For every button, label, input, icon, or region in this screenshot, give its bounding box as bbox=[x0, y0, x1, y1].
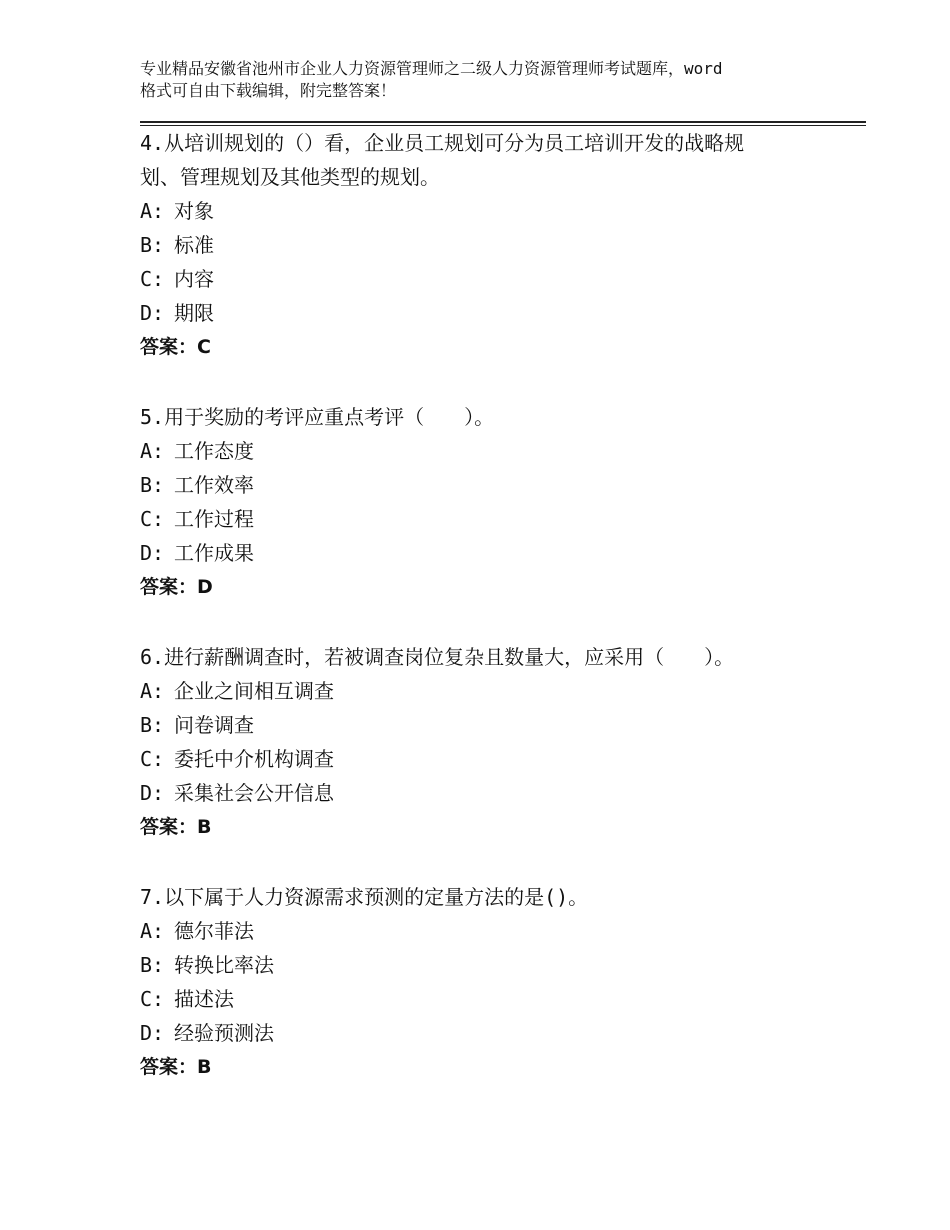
option-key: C: bbox=[140, 507, 165, 531]
option-c bbox=[140, 742, 840, 776]
option-b bbox=[140, 708, 840, 742]
option-key: A: bbox=[140, 199, 165, 223]
option-text: 工作态度 bbox=[174, 439, 254, 463]
option-key: B: bbox=[140, 953, 165, 977]
question-stem-line: 4.从培训规划的（）看，企业员工规划可分为员工培训开发的战略规 bbox=[140, 131, 745, 155]
option-key: A: bbox=[140, 919, 165, 943]
option-text: 描述法 bbox=[174, 987, 234, 1011]
option-key: C: bbox=[140, 987, 165, 1011]
option-key: D: bbox=[140, 301, 165, 325]
option-text: 工作效率 bbox=[174, 473, 254, 497]
answer-line: 答案：D bbox=[140, 576, 213, 598]
option-c bbox=[140, 982, 840, 1016]
question-5 bbox=[140, 400, 840, 604]
option-key: C: bbox=[140, 267, 165, 291]
question-stem-line: 7.以下属于人力资源需求预测的定量方法的是()。 bbox=[140, 885, 589, 909]
option-text: 标准 bbox=[174, 233, 214, 257]
option-text: 问卷调查 bbox=[174, 713, 254, 737]
option-key: B: bbox=[140, 713, 165, 737]
option-list bbox=[140, 434, 840, 570]
header-line-2: 格式可自由下载编辑，附完整答案！ bbox=[140, 81, 397, 100]
option-d bbox=[140, 296, 840, 330]
question-stem bbox=[140, 126, 840, 194]
option-text: 内容 bbox=[174, 267, 214, 291]
option-key: B: bbox=[140, 473, 165, 497]
answer-line: 答案：B bbox=[140, 1056, 212, 1078]
question-stem-line: 划、管理规划及其他类型的规划。 bbox=[140, 165, 440, 189]
option-c bbox=[140, 502, 840, 536]
answer-line: 答案：B bbox=[140, 816, 212, 838]
option-key: A: bbox=[140, 439, 165, 463]
option-text: 工作过程 bbox=[174, 507, 254, 531]
option-list bbox=[140, 674, 840, 810]
option-text: 企业之间相互调查 bbox=[174, 679, 334, 703]
question-7 bbox=[140, 880, 840, 1084]
option-key: D: bbox=[140, 781, 165, 805]
question-stem bbox=[140, 640, 840, 674]
question-list bbox=[140, 126, 840, 1120]
document-header bbox=[140, 58, 830, 102]
option-d bbox=[140, 1016, 840, 1050]
option-text: 采集社会公开信息 bbox=[174, 781, 334, 805]
question-stem-line: 6.进行薪酬调查时，若被调查岗位复杂且数量大，应采用（ ）。 bbox=[140, 645, 735, 669]
option-b bbox=[140, 228, 840, 262]
option-text: 对象 bbox=[174, 199, 214, 223]
header-line-1: 专业精品安徽省池州市企业人力资源管理师之二级人力资源管理师考试题库，word bbox=[140, 59, 723, 78]
option-key: D: bbox=[140, 541, 165, 565]
question-6 bbox=[140, 640, 840, 844]
option-text: 委托中介机构调查 bbox=[174, 747, 334, 771]
option-a bbox=[140, 194, 840, 228]
question-4 bbox=[140, 126, 840, 364]
option-key: A: bbox=[140, 679, 165, 703]
option-list bbox=[140, 914, 840, 1050]
option-text: 期限 bbox=[174, 301, 214, 325]
option-a bbox=[140, 434, 840, 468]
option-text: 德尔菲法 bbox=[174, 919, 254, 943]
question-stem bbox=[140, 400, 840, 434]
option-d bbox=[140, 776, 840, 810]
question-stem-line: 5.用于奖励的考评应重点考评（ ）。 bbox=[140, 405, 495, 429]
option-list bbox=[140, 194, 840, 330]
option-a bbox=[140, 914, 840, 948]
option-key: B: bbox=[140, 233, 165, 257]
option-text: 经验预测法 bbox=[174, 1021, 274, 1045]
option-key: D: bbox=[140, 1021, 165, 1045]
option-a bbox=[140, 674, 840, 708]
option-b bbox=[140, 468, 840, 502]
option-text: 转换比率法 bbox=[174, 953, 274, 977]
option-text: 工作成果 bbox=[174, 541, 254, 565]
option-b bbox=[140, 948, 840, 982]
option-c bbox=[140, 262, 840, 296]
option-d bbox=[140, 536, 840, 570]
option-key: C: bbox=[140, 747, 165, 771]
question-stem bbox=[140, 880, 840, 914]
answer-line: 答案：C bbox=[140, 336, 211, 358]
